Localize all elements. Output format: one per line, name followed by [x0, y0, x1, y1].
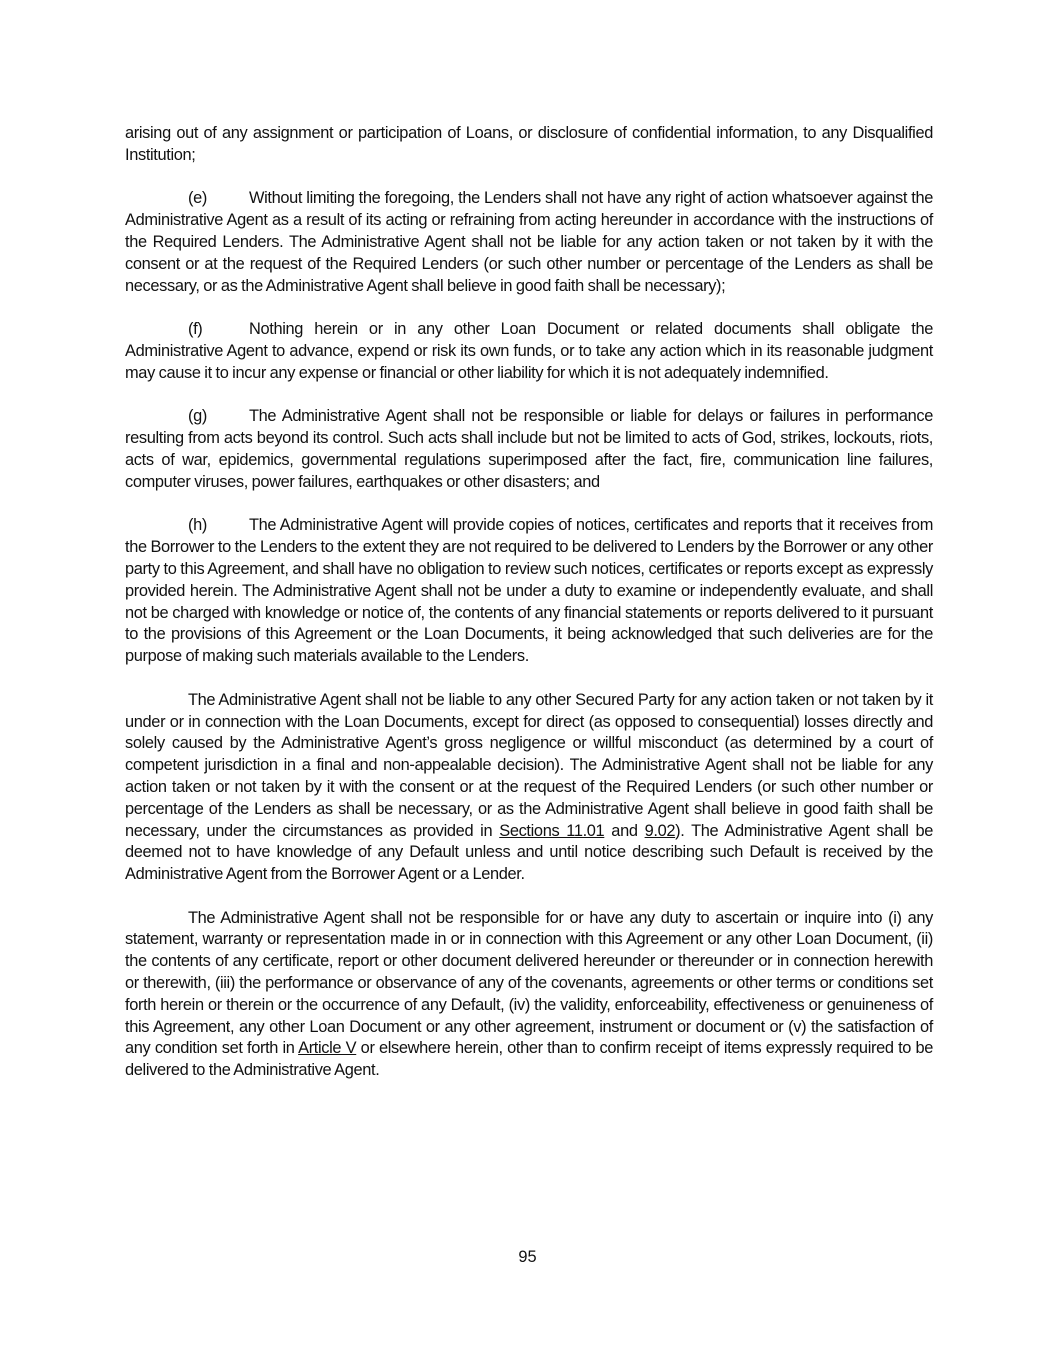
paragraph-gap	[125, 494, 933, 516]
clause-h-text: The Administrative Agent will provide copies of notices, certificates and reports that it receives from the Borrower to the Lenders to the extent they are not required to be delivered to Lenders by the Borrower or any other party to this Agreement, and shall have no obligation to review such notices, certificates or reports except as expressly provided herein. The Administrative Agent shall not be under a duty to examine or independently evaluate, and shall not be charged with knowledge or notice of, the contents of any financial statements or reports delivered to it pursuant to the provisions of this Agreement or the Loan Documents, it being acknowledged that such deliveries are for the purpose of making such materials available to the Lenders.	[125, 516, 933, 666]
clause-f-label: (f)	[188, 320, 203, 339]
clause-e-label: (e)	[188, 189, 207, 208]
page-number: 95	[518, 1248, 537, 1266]
responsibility-text-before: The Administrative Agent shall not be responsible for or have any duty to ascertain or inquire into (i) any statement, warranty or representation made in or in connection with this Agreement or any other Loan Document, (ii) the contents of any certificate, report or other document delivered hereunder or thereunder or in connection herewith or therewith, (iii) the performance or observance of any of the covenants, agreements or other terms or conditions set forth herein or therein or the occurrence of any Default, (iv) the validity, enforceability, effectiveness or genuineness of this Agreement, any other Loan Document or any other agreement, instrument or document or (v) the satisfaction of any condition set forth in	[125, 908, 933, 1058]
clause-e	[125, 188, 933, 297]
continuation-paragraph: arising out of any assignment or participation of Loans, or disclosure of confidential information, to any Disqualified Institution;	[125, 124, 933, 164]
clause-f	[125, 319, 933, 384]
clause-g	[125, 406, 933, 493]
liability-text-mid: and	[604, 821, 645, 840]
liability-text-after: ). The Administrative Agent shall be deemed not to have knowledge of any Default unless and until notice describing such Default is received by the Administrative Agent from the Borrower Agent or a Lender.	[125, 821, 933, 884]
paragraph-gap	[125, 167, 933, 189]
paragraph-gap	[125, 297, 933, 319]
clause-h-label: (h)	[188, 516, 207, 535]
responsibility-paragraph	[125, 908, 933, 1082]
clause-h	[125, 515, 933, 668]
document-body	[125, 123, 933, 1082]
section-reference-link[interactable]: 9.02	[644, 821, 676, 840]
clause-f-text: Nothing herein or in any other Loan Document or related documents shall obligate the Administrative Agent to advance, expend or risk its own funds, or to take any action which in its reasonable judgment may cause it to incur any expense or financial or other liability for which it is not adequately indemnified.	[125, 320, 933, 382]
paragraph-gap	[125, 886, 933, 908]
paragraph-gap	[125, 385, 933, 407]
clause-e-text: Without limiting the foregoing, the Lenders shall not have any right of action whatsoever against the Administrative Agent as a result of its acting or refraining from acting hereunder in accordance with the instructions of the Required Lenders. The Administrative Agent shall not be liable for any action taken or not taken by it with the consent or at the request of the Required Lenders (or such other number or percentage of the Lenders as shall be necessary, or as the Administrative Agent shall believe in good faith shall be necessary);	[125, 189, 933, 295]
article-reference-link[interactable]: Article V	[298, 1039, 357, 1058]
responsibility-text-after: or elsewhere herein, other than to confirm receipt of items expressly required to be delivered to the Administrative Agent.	[125, 1039, 934, 1080]
sections-reference-link[interactable]: Sections 11.01	[499, 821, 605, 840]
liability-paragraph	[125, 690, 933, 886]
liability-text-before: The Administrative Agent shall not be liable to any other Secured Party for any action taken or not taken by it under or in connection with the Loan Documents, except for direct (as opposed to consequential) losses directly and solely caused by the Administrative Agent’s gross negligence or willful misconduct (as determined by a court of competent jurisdiction in a final and non-appealable decision). The Administrative Agent shall not be liable for any action taken or not taken by it with the consent or at the request of the Required Lenders (or such other number or percentage of the Lenders as shall be necessary, or as the Administrative Agent shall believe in good faith shall be necessary, under the circumstances as provided in	[125, 690, 933, 840]
clause-g-label: (g)	[188, 407, 207, 426]
paragraph-gap	[125, 668, 933, 690]
clause-g-text: The Administrative Agent shall not be responsible or liable for delays or failures in performance resulting from acts beyond its control. Such acts shall include but not be limited to acts of God, strikes, lockouts, riots, acts of war, epidemics, governmental regulations superimposed after the fact, fire, communication line failures, computer viruses, power failures, earthquakes or other disasters; and	[125, 407, 933, 491]
